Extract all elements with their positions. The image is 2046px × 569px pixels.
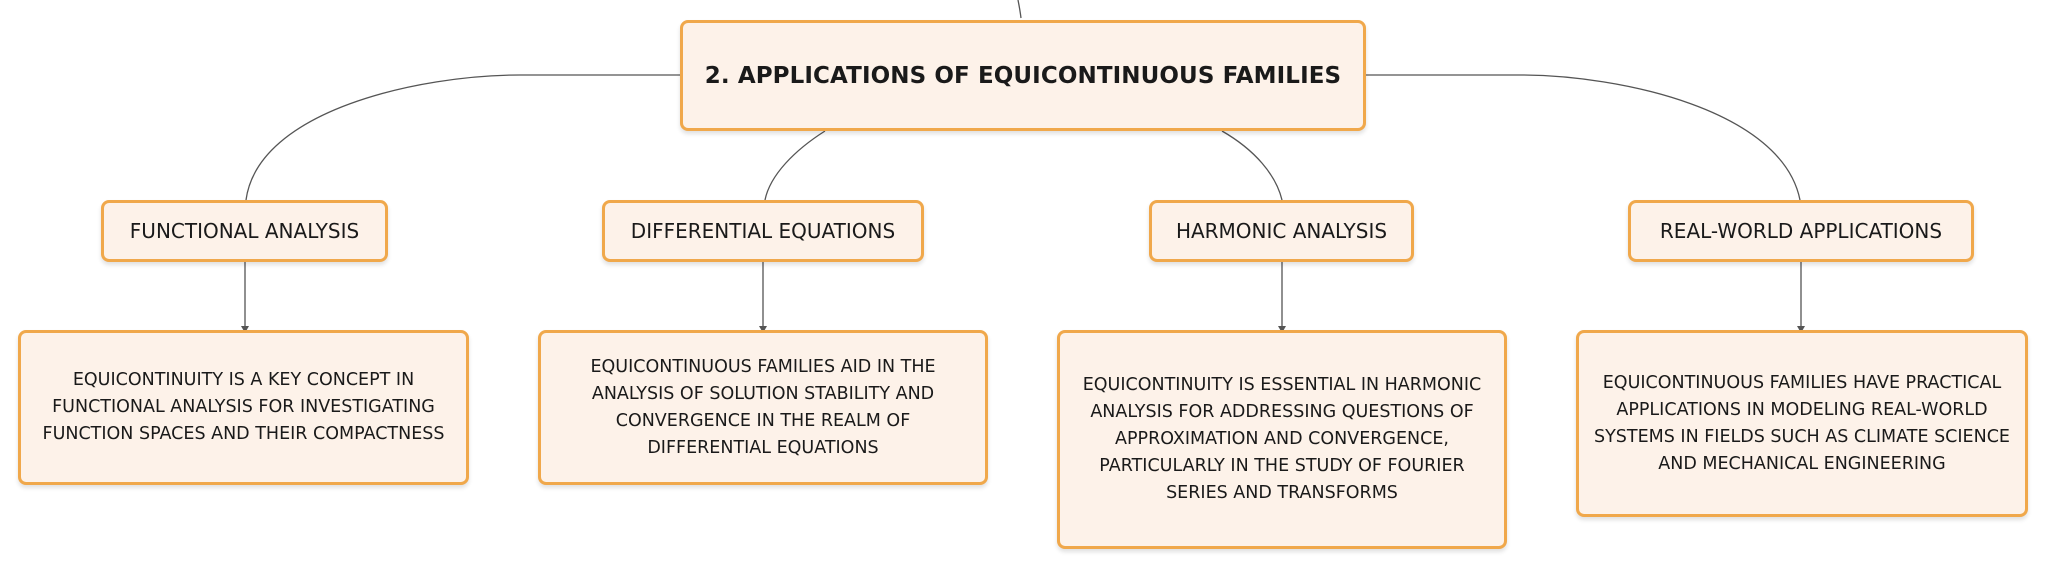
description-node-harmonic-analysis[interactable] bbox=[1057, 330, 1507, 549]
connector-from-parent bbox=[1018, 0, 1021, 18]
branch-title: FUNCTIONAL ANALYSIS bbox=[129, 219, 360, 243]
description-node-functional-analysis[interactable] bbox=[18, 330, 469, 485]
connector-root-harmonic-analysis bbox=[1222, 131, 1282, 200]
description-node-differential-equations[interactable] bbox=[538, 330, 988, 485]
branch-node-real-world-applications[interactable] bbox=[1628, 200, 1974, 262]
connector-root-differential-equations bbox=[765, 131, 825, 200]
branch-description: EQUICONTINUOUS FAMILIES AID IN THE ANALYSIS OF SOLUTION STABILITY AND CONVERGENCE IN THE REALM OF DIFFERENTIAL EQUATIONS bbox=[590, 356, 936, 458]
root-node[interactable] bbox=[680, 20, 1366, 131]
root-title: 2. APPLICATIONS OF EQUICONTINUOUS FAMILIES bbox=[704, 62, 1342, 89]
branch-node-differential-equations[interactable] bbox=[602, 200, 924, 262]
branch-description: EQUICONTINUITY IS ESSENTIAL IN HARMONIC ANALYSIS FOR ADDRESSING QUESTIONS OF APPROXIMATION AND CONVERGENCE, PARTICULARLY IN THE STUDY OF FOURIER SERIES AND TRANSFORMS bbox=[1082, 375, 1482, 503]
branch-title: HARMONIC ANALYSIS bbox=[1175, 219, 1388, 243]
connector-root-real-world-applications bbox=[1366, 75, 1800, 200]
branch-description: EQUICONTINUITY IS A KEY CONCEPT IN FUNCTIONAL ANALYSIS FOR INVESTIGATING FUNCTION SPACES AND THEIR COMPACTNESS bbox=[42, 370, 445, 444]
branch-title: DIFFERENTIAL EQUATIONS bbox=[630, 219, 896, 243]
connector-root-functional-analysis bbox=[246, 75, 680, 200]
branch-description: EQUICONTINUOUS FAMILIES HAVE PRACTICAL APPLICATIONS IN MODELING REAL-WORLD SYSTEMS IN FIELDS SUCH AS CLIMATE SCIENCE AND MECHANICAL ENGINEERING bbox=[1594, 372, 2010, 474]
branch-node-functional-analysis[interactable] bbox=[101, 200, 388, 262]
branch-title: REAL-WORLD APPLICATIONS bbox=[1659, 219, 1943, 243]
description-node-real-world-applications[interactable] bbox=[1576, 330, 2028, 517]
branch-node-harmonic-analysis[interactable] bbox=[1149, 200, 1414, 262]
